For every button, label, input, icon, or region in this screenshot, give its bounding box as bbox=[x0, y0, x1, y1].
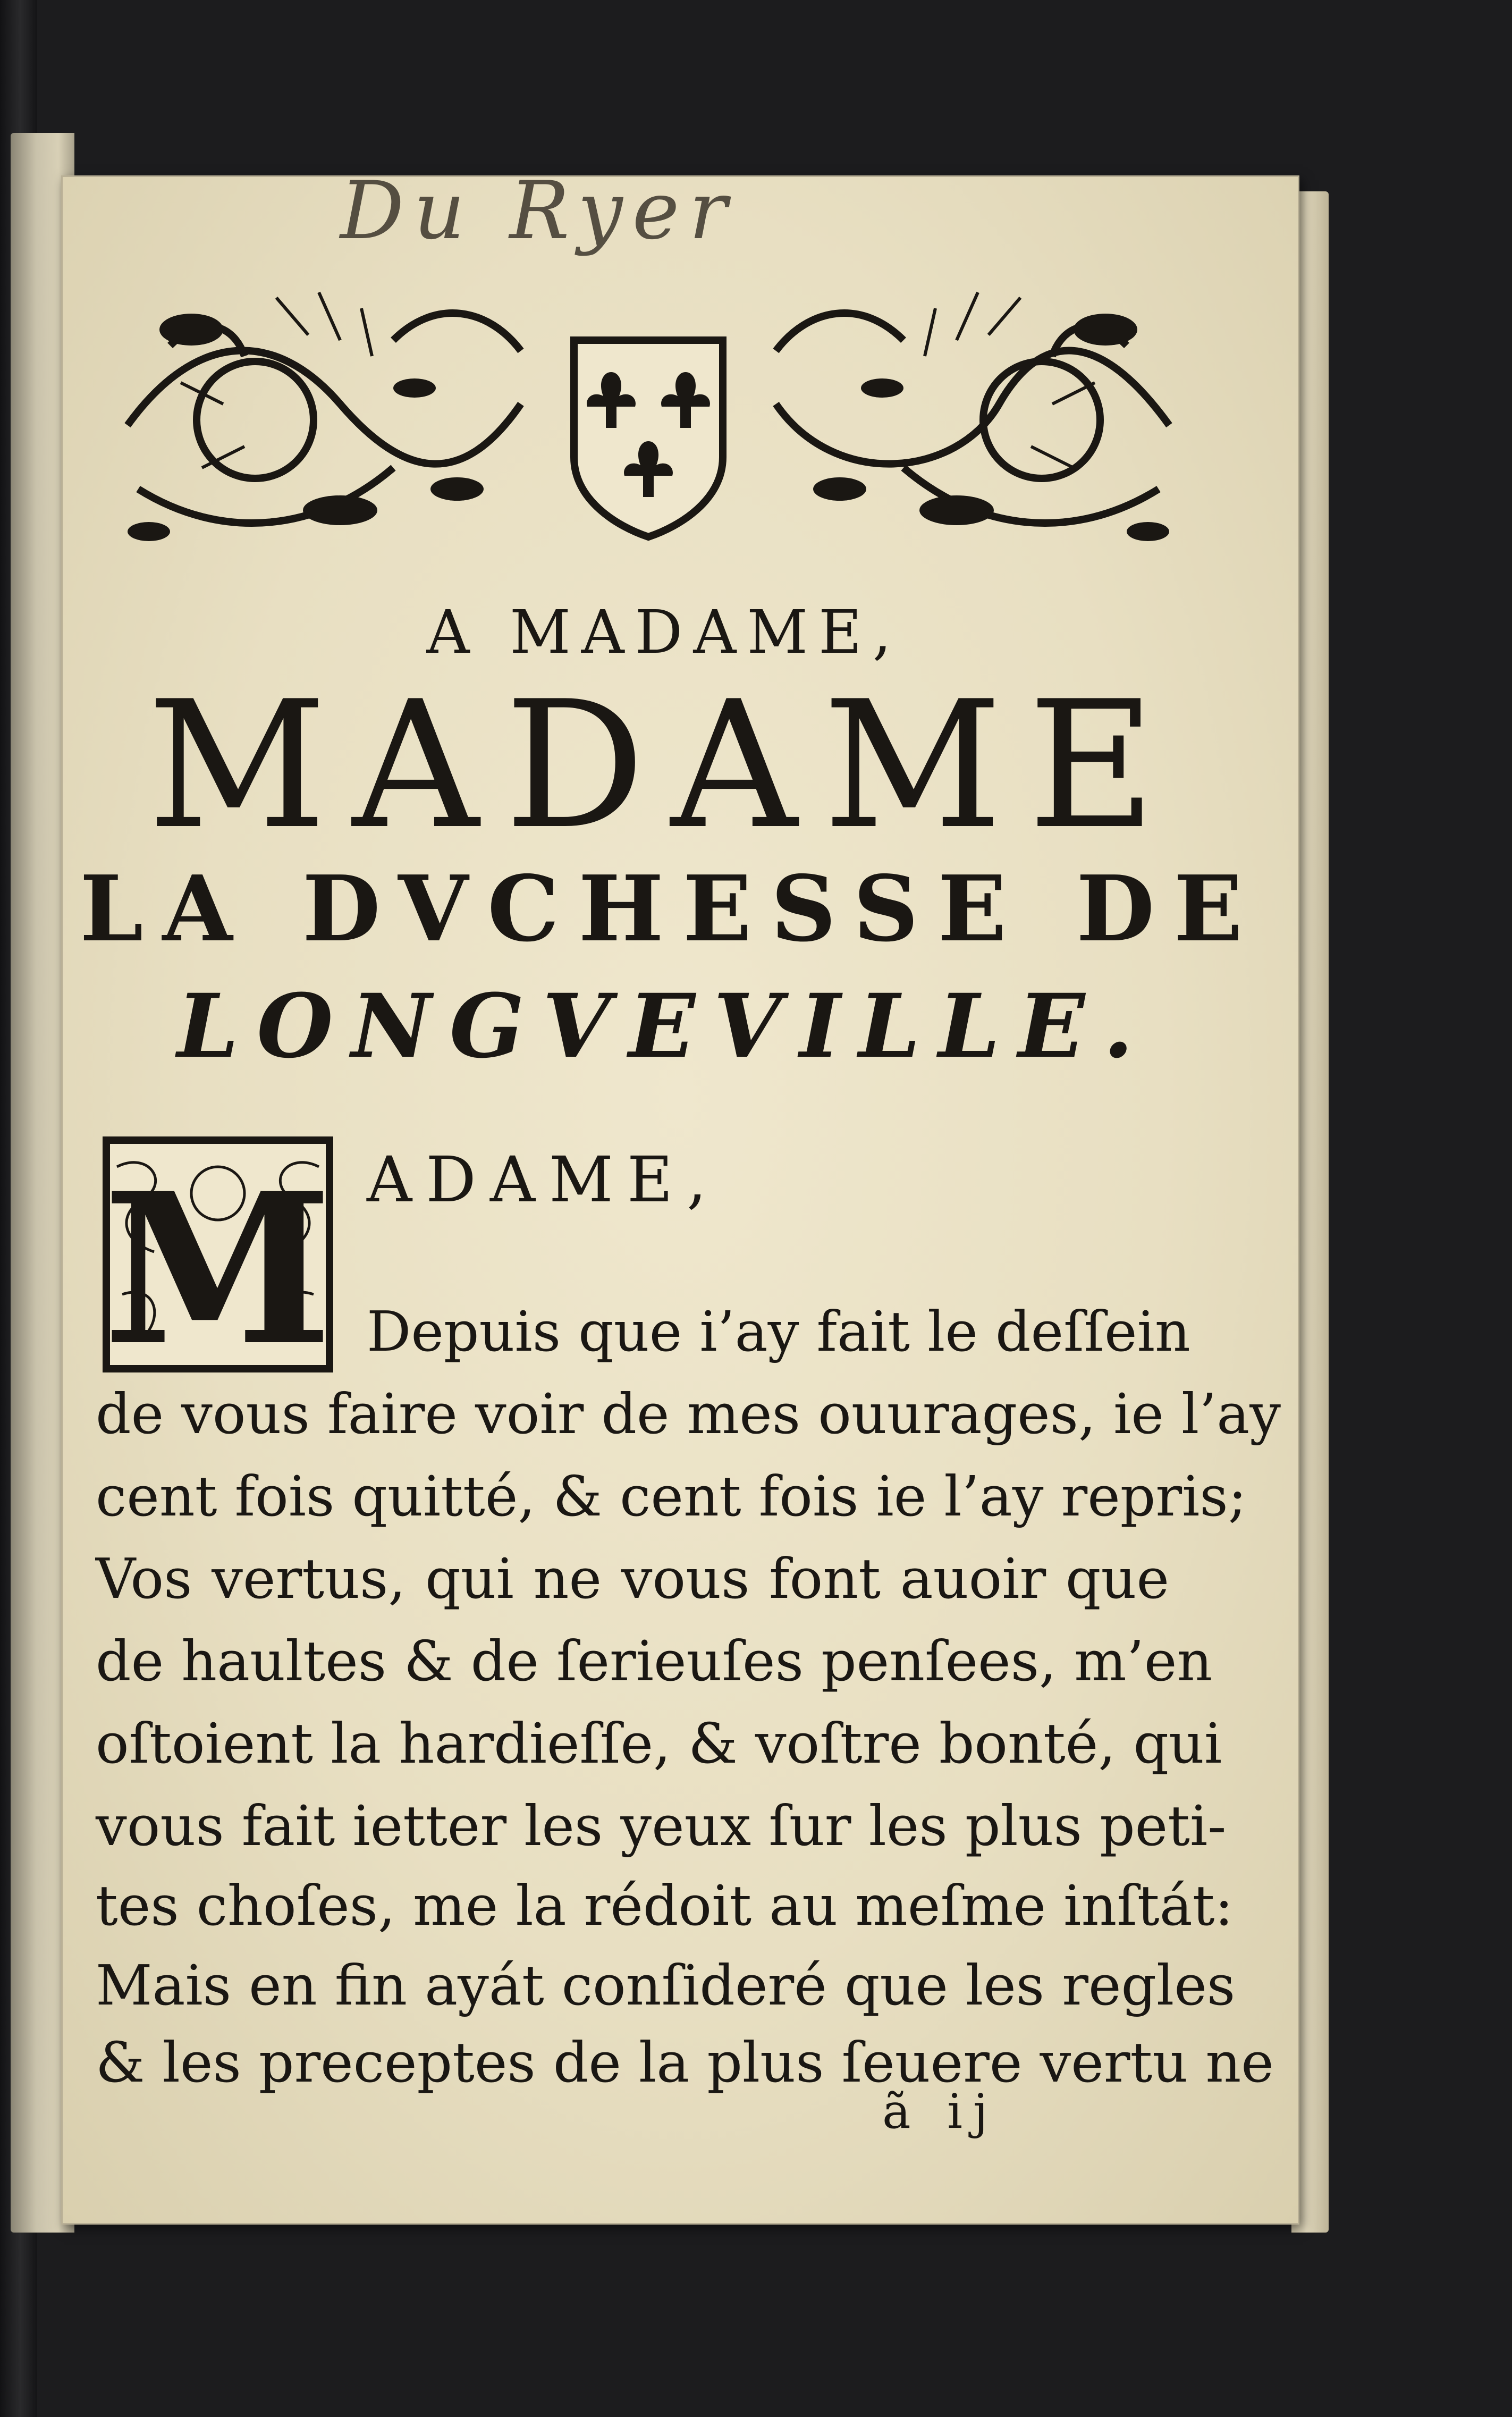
body-line-3: cent fois quitté, & cent fois ie l’ay repris; bbox=[96, 1464, 1247, 1529]
signature-mark: ã ij bbox=[882, 2084, 999, 2140]
handwritten-inscription: Du Ryer bbox=[340, 165, 737, 257]
body-line-8: tes choſes, me la rédoit au meſme inſtát: bbox=[96, 1873, 1234, 1938]
woodcut-headpiece-ornament bbox=[117, 266, 1180, 563]
body-line-1: Depuis que i’ay fait le deſſein bbox=[367, 1299, 1190, 1364]
body-line-7: vous fait ietter les yeux ſur les plus peti- bbox=[96, 1793, 1227, 1858]
body-line-9: Mais en fin ayát conſideré que les regles bbox=[96, 1953, 1236, 2018]
dedication-to-line: A MADAME, bbox=[426, 598, 902, 667]
body-line-6: oſtoient la hardieſſe, & voſtre bonté, qui bbox=[96, 1711, 1222, 1776]
dedication-title-line: LA DVCHESSE DE bbox=[80, 856, 1262, 962]
body-line-2: de vous faire voir de mes ouurages, ie l’ay bbox=[96, 1382, 1281, 1446]
body-line-10: & les preceptes de la plus ſeuere vertu ne bbox=[96, 2030, 1274, 2095]
dedication-name-line: MADAME bbox=[147, 663, 1181, 868]
body-line-5: de haultes & de ſerieuſes penſees, m’en bbox=[96, 1629, 1213, 1694]
decorated-initial-m bbox=[101, 1135, 335, 1374]
dedication-place-line: LONGVEVILLE. bbox=[177, 974, 1152, 1077]
body-line-4: Vos vertus, qui ne vous font auoir que bbox=[96, 1546, 1169, 1611]
salutation: ADAME, bbox=[367, 1143, 721, 1216]
initial-letter: M bbox=[103, 1148, 333, 1374]
